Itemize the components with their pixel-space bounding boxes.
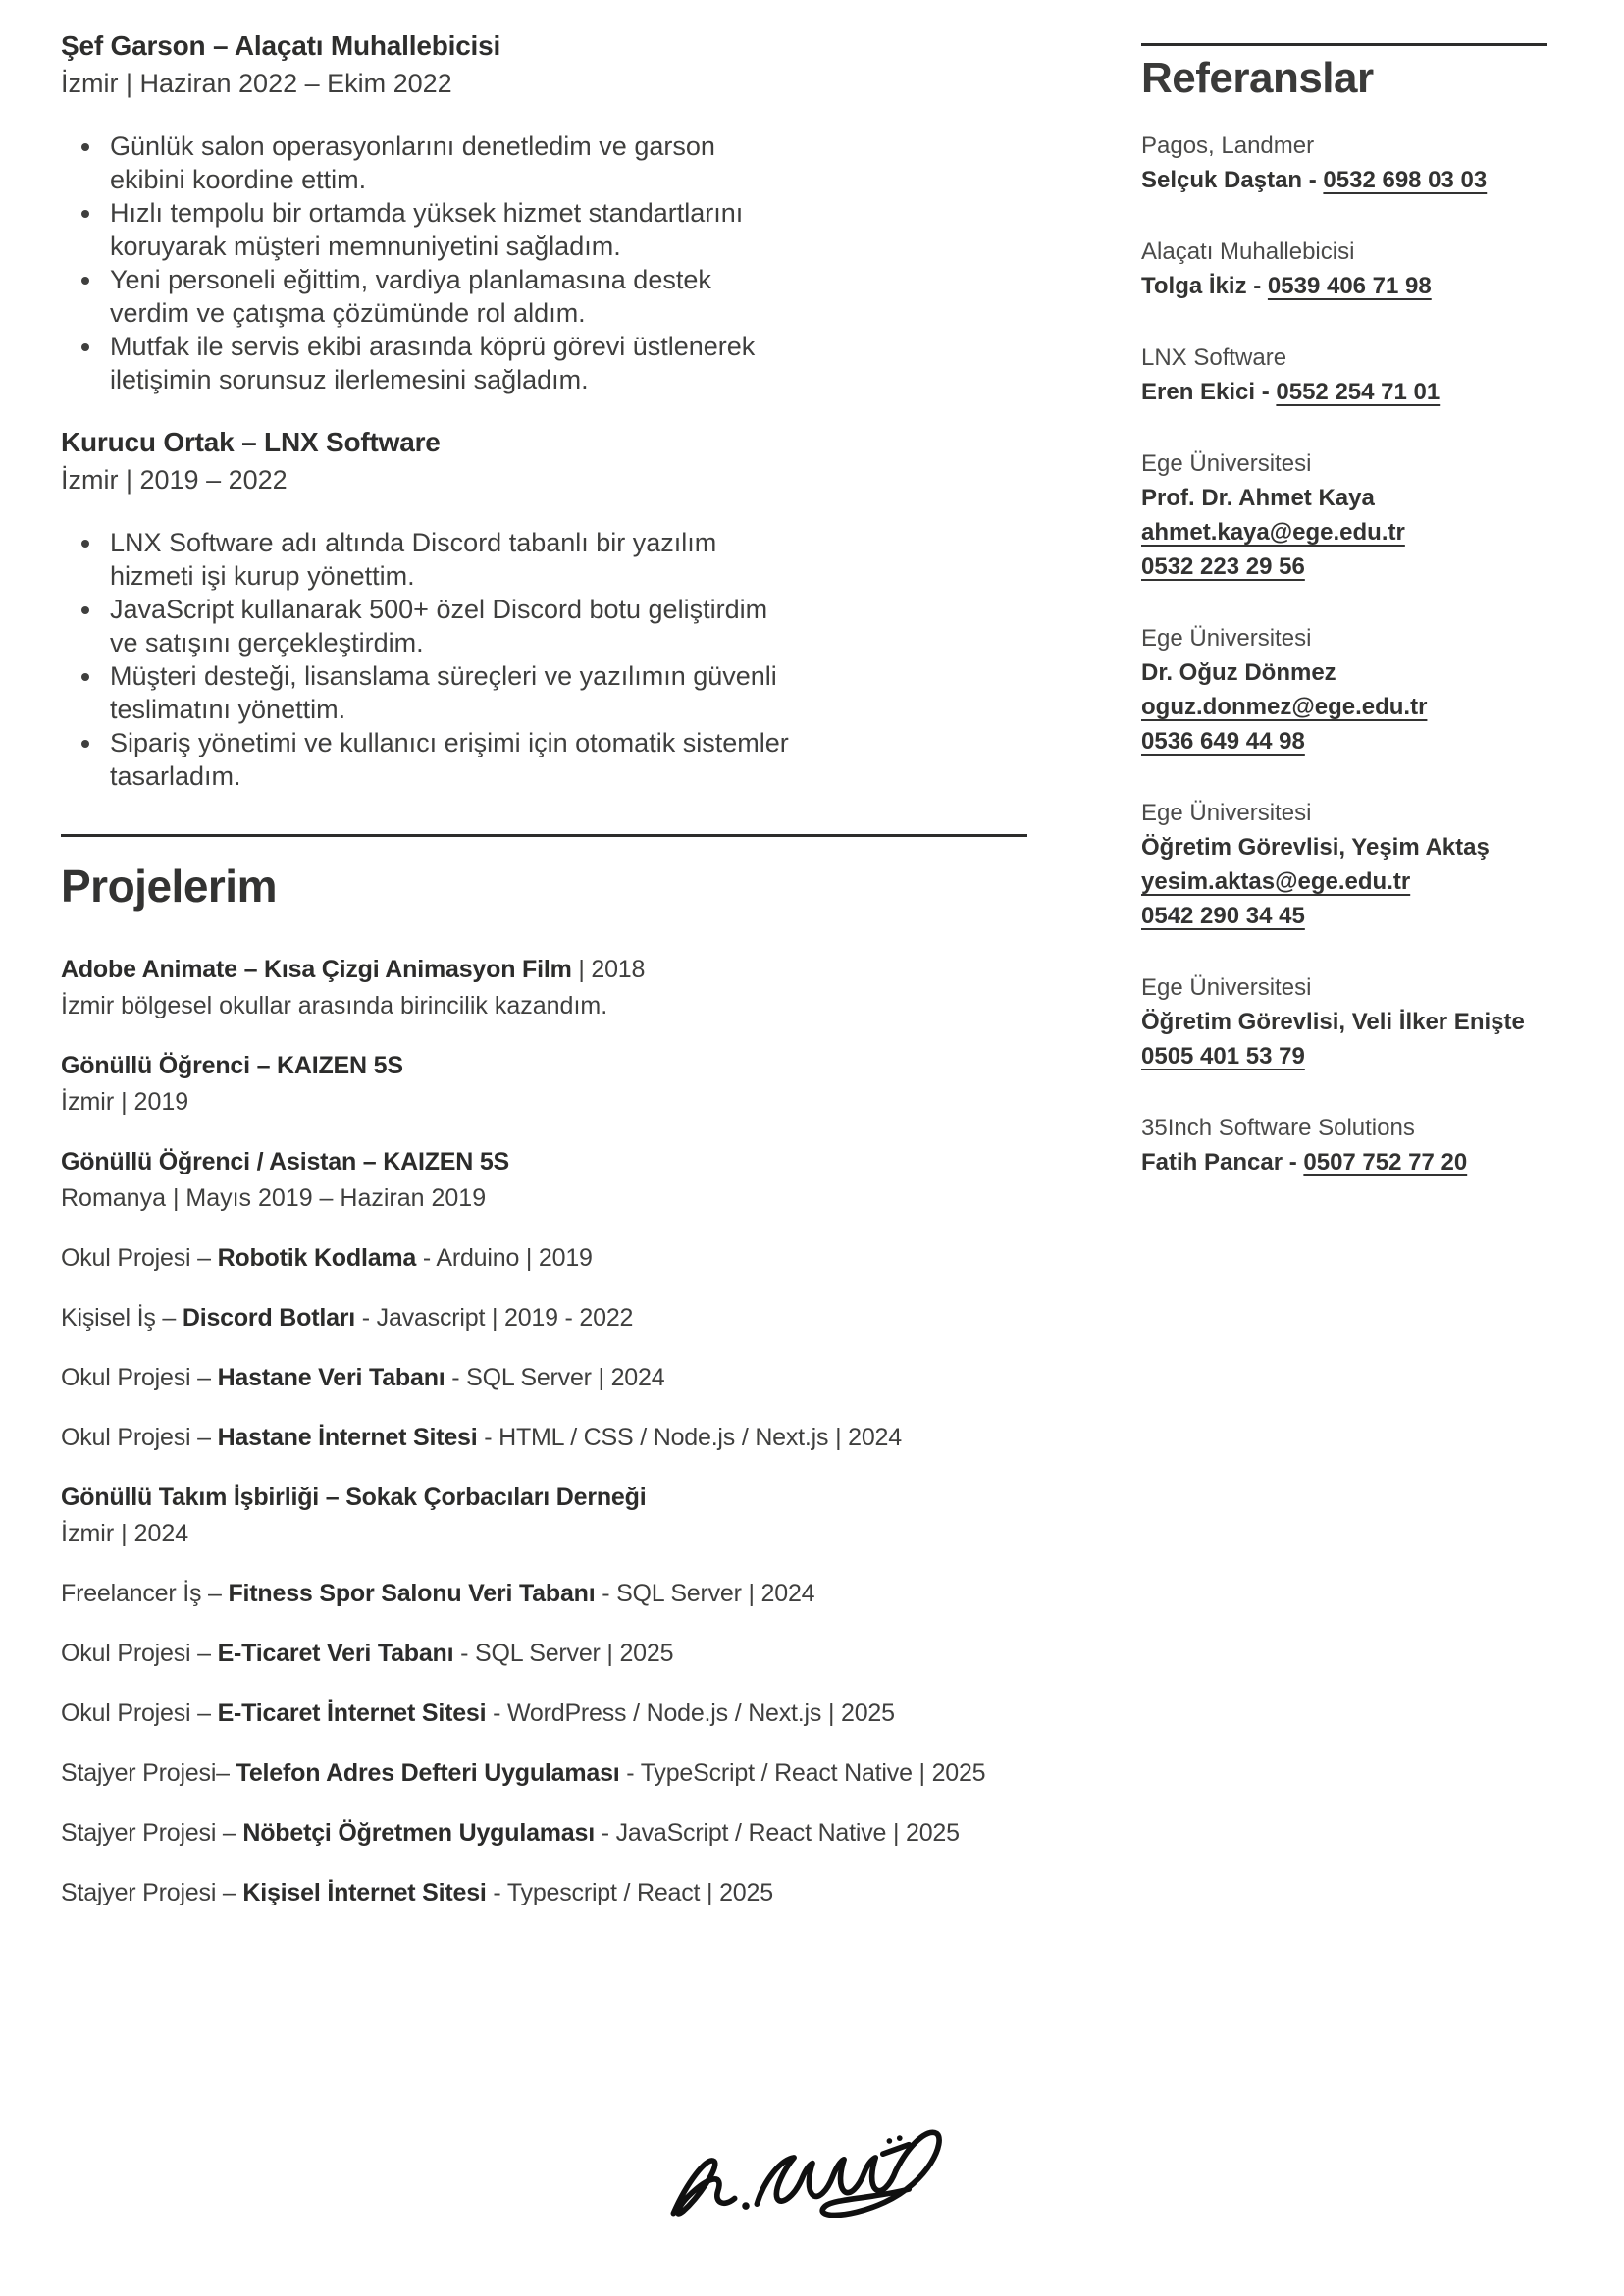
project-line [61,1241,1032,1275]
references-column [1141,29,1593,1217]
project-name: Discord Botları [182,1304,356,1331]
experience-section [61,29,1032,793]
project-line [61,1577,1032,1610]
project-name: Gönüllü Takım İşbirliği – Sokak Çorbacıları Derneği [61,1484,647,1511]
reference-line [1141,549,1593,584]
project-tech-label: - Javascript | 2019 - 2022 [355,1304,634,1331]
project-name: E-Ticaret Veri Tabanı [217,1640,454,1667]
job-bullet: • JavaScript kullanarak 500+ özel Discord botu geliştirdim ve satışını gerçekleştirdim. [104,593,791,659]
project-tech-label: - JavaScript / React Native | 2025 [594,1819,960,1847]
project-name: Hastane İnternet Sitesi [217,1424,478,1451]
project-type-label: Stajyer Projesi – [61,1819,243,1847]
reference-contact-link[interactable]: 0552 254 71 01 [1276,379,1441,405]
project-meta: İzmir | 2024 [61,1520,189,1547]
reference-contact-link[interactable]: 0539 406 71 98 [1267,273,1432,299]
project-tech-label: - SQL Server | 2024 [595,1580,815,1607]
project-name: Nöbetçi Öğretmen Uygulaması [242,1819,595,1847]
reference-contact-link[interactable]: 0542 290 34 45 [1141,903,1305,929]
project-line [61,1816,1032,1850]
job-title: Şef Garson – Alaçatı Muhallebicisi [61,30,501,61]
reference-line [1141,481,1593,515]
project-line [61,1876,1032,1909]
reference-contact-link[interactable]: 0507 752 77 20 [1303,1149,1468,1175]
reference-organization: Alaçatı Muhallebicisi [1141,238,1355,265]
project-type-label: Stajyer Projesi– [61,1759,236,1787]
reference-line [1141,1005,1593,1039]
references-heading: Referanslar [1141,54,1374,102]
section-divider [61,834,1027,837]
reference-organization: Ege Üniversitesi [1141,974,1312,1001]
reference-line [1141,269,1593,303]
project-entry [61,1876,1032,1909]
project-line [61,1145,1032,1178]
signature [646,2100,979,2247]
project-name: Fitness Spor Salonu Veri Tabanı [228,1580,596,1607]
project-entry [61,953,1032,1022]
project-entry [61,1421,1032,1454]
project-type-label: Okul Projesi – [61,1640,218,1667]
project-type-label: Okul Projesi – [61,1699,218,1727]
reference-name: Öğretim Görevlisi, Yeşim Aktaş [1141,834,1490,861]
reference-name: Eren Ekici - [1141,379,1277,405]
reference-contact-link[interactable]: oguz.donmez@ege.edu.tr [1141,694,1428,720]
ataturk-signature-icon [646,2100,979,2247]
reference-name: Öğretim Görevlisi, Veli İlker Enişte [1141,1009,1525,1035]
reference-line [1141,1145,1593,1179]
project-line [61,1361,1032,1394]
reference-entry [1141,621,1593,758]
job-entry [61,29,1032,396]
project-tech-label: - Typescript / React | 2025 [486,1879,773,1906]
reference-entry [1141,129,1593,197]
job-bullet: • LNX Software adı altında Discord tabanlı bir yazılım hizmeti işi kurup yönettim. [104,526,791,593]
reference-line [1141,899,1593,933]
project-line [61,1301,1032,1334]
project-tech-label: - Arduino | 2019 [416,1244,593,1272]
job-bullet: • Mutfak ile servis ekibi arasında köprü görevi üstlenerek iletişimin sorunsuz ilerlemesini sağladım. [104,330,791,396]
reference-line [1141,655,1593,690]
project-tech-label: - HTML / CSS / Node.js / Next.js | 2024 [477,1424,902,1451]
reference-contact-link[interactable]: 0532 698 03 03 [1323,167,1488,193]
project-entry [61,1361,1032,1394]
project-line [61,1421,1032,1454]
job-bullets [61,526,791,793]
reference-name: Fatih Pancar - [1141,1149,1304,1175]
reference-contact-link[interactable]: yesim.aktas@ege.edu.tr [1141,868,1411,895]
projects-section [61,953,1032,1909]
reference-entry [1141,970,1593,1073]
project-line [61,1696,1032,1730]
reference-organization: Pagos, Landmer [1141,132,1315,159]
project-tech-label: - SQL Server | 2024 [445,1364,665,1391]
project-name: Gönüllü Öğrenci / Asistan – KAIZEN 5S [61,1148,510,1175]
project-type-label: Stajyer Projesi – [61,1879,243,1906]
reference-name: Dr. Oğuz Dönmez [1141,659,1336,686]
project-entry [61,1145,1032,1215]
job-bullet: • Hızlı tempolu bir ortamda yüksek hizmet standartlarını koruyarak müşteri memnuniyetini sağladım. [104,196,791,263]
projects-heading: Projelerim [61,861,277,912]
reference-entry [1141,235,1593,303]
project-name: Telefon Adres Defteri Uygulaması [236,1759,620,1787]
project-entry [61,1481,1032,1550]
references-top-rule [1141,43,1547,46]
project-entry [61,1049,1032,1119]
project-line [61,1637,1032,1670]
project-type-label: Freelancer İş – [61,1580,229,1607]
project-meta: İzmir bölgesel okullar arasında birincilik kazandım. [61,992,608,1019]
project-tech-label: | 2018 [571,956,646,983]
reference-entry [1141,340,1593,409]
reference-name: Selçuk Daştan - [1141,167,1324,193]
reference-entry [1141,796,1593,933]
project-type-label: Okul Projesi – [61,1364,218,1391]
reference-line [1141,163,1593,197]
reference-name: Tolga İkiz - [1141,273,1268,299]
project-meta: İzmir | 2019 [61,1088,189,1116]
references-list [1141,129,1593,1179]
project-entry [61,1756,1032,1790]
reference-organization: LNX Software [1141,344,1287,371]
project-name: Hastane Veri Tabanı [217,1364,445,1391]
project-name: Kişisel İnternet Sitesi [242,1879,487,1906]
project-meta: Romanya | Mayıs 2019 – Haziran 2019 [61,1184,487,1212]
job-title: Kurucu Ortak – LNX Software [61,427,441,457]
project-tech-label: - SQL Server | 2025 [453,1640,674,1667]
job-meta: İzmir | Haziran 2022 – Ekim 2022 [61,69,452,98]
project-type-label: Okul Projesi – [61,1424,218,1451]
project-entry [61,1696,1032,1730]
job-bullet: • Sipariş yönetimi ve kullanıcı erişimi için otomatik sistemler tasarladım. [104,726,791,793]
project-type-label: Okul Projesi – [61,1244,218,1272]
job-meta: İzmir | 2019 – 2022 [61,465,288,495]
job-bullets [61,130,791,396]
project-line [61,953,1032,986]
project-line [61,1756,1032,1790]
reference-line [1141,690,1593,724]
project-name: Adobe Animate – Kısa Çizgi Animasyon Film [61,956,572,983]
reference-organization: 35Inch Software Solutions [1141,1115,1415,1141]
project-name: Robotik Kodlama [217,1244,417,1272]
reference-line [1141,864,1593,899]
reference-contact-link[interactable]: 0532 223 29 56 [1141,553,1305,580]
project-tech-label: - TypeScript / React Native | 2025 [619,1759,986,1787]
reference-line [1141,724,1593,758]
reference-organization: Ege Üniversitesi [1141,625,1312,652]
reference-organization: Ege Üniversitesi [1141,800,1312,826]
reference-line [1141,375,1593,409]
job-bullet: • Günlük salon operasyonlarını denetledim ve garson ekibini koordine ettim. [104,130,791,196]
reference-contact-link[interactable]: 0505 401 53 79 [1141,1043,1305,1070]
job-bullet: • Müşteri desteği, lisanslama süreçleri ve yazılımın güvenli teslimatını yönettim. [104,659,791,726]
reference-line [1141,515,1593,549]
left-column [61,29,1032,1936]
job-entry [61,426,1032,793]
project-entry [61,1301,1032,1334]
project-line [61,1481,1032,1514]
reference-line [1141,1039,1593,1073]
project-entry [61,1577,1032,1610]
reference-organization: Ege Üniversitesi [1141,450,1312,477]
project-name: E-Ticaret İnternet Sitesi [217,1699,487,1727]
job-bullet: • Yeni personeli eğittim, vardiya planlamasına destek verdim ve çatışma çözümünde rol aldım. [104,263,791,330]
reference-name: Prof. Dr. Ahmet Kaya [1141,485,1375,511]
project-type-label: Kişisel İş – [61,1304,183,1331]
reference-line [1141,830,1593,864]
project-entry [61,1637,1032,1670]
project-entry [61,1816,1032,1850]
project-entry [61,1241,1032,1275]
reference-entry [1141,1111,1593,1179]
project-line [61,1049,1032,1082]
project-name: Gönüllü Öğrenci – KAIZEN 5S [61,1052,403,1079]
reference-contact-link[interactable]: 0536 649 44 98 [1141,728,1305,755]
project-tech-label: - WordPress / Node.js / Next.js | 2025 [486,1699,895,1727]
reference-entry [1141,446,1593,584]
reference-contact-link[interactable]: ahmet.kaya@ege.edu.tr [1141,519,1405,546]
